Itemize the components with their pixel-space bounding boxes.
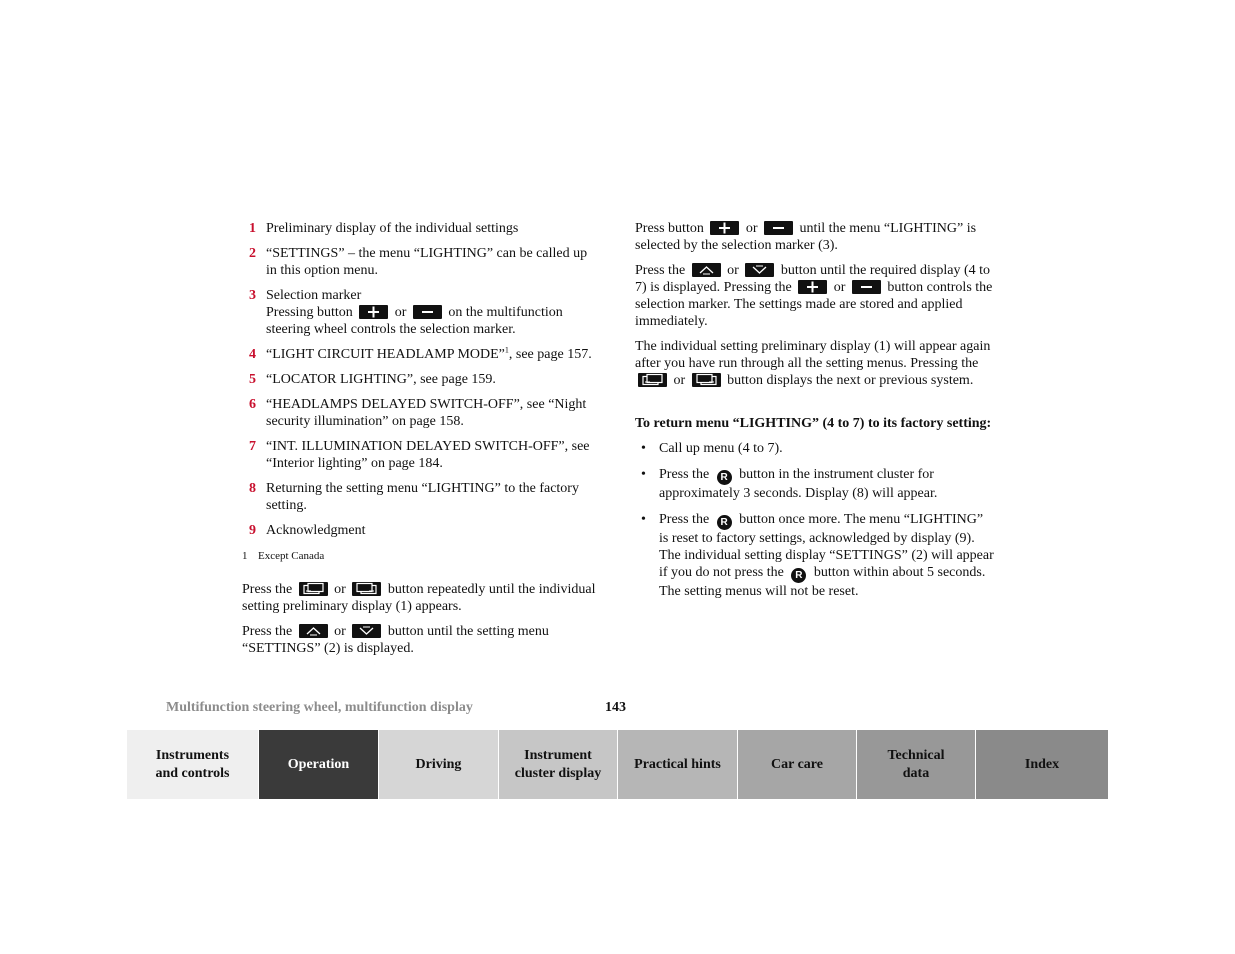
tab-instruments-and-controls[interactable]: [127, 730, 258, 799]
callout-item: [242, 245, 598, 279]
callout-number: 3: [249, 288, 256, 303]
bullet-icon: •: [641, 441, 646, 456]
instruction-paragraph: [242, 581, 598, 615]
callout-item: [242, 480, 598, 514]
reset-button-icon: R: [717, 470, 732, 485]
tab-label: Operation: [287, 756, 350, 772]
bullet-text-part: button once more. The menu “LIGHTING” is reset to factory settings, acknowledged by display (9).: [659, 512, 984, 546]
tab-instrument-cluster-display[interactable]: [499, 730, 617, 799]
bullet-text: Call up menu (4 to 7).: [659, 441, 783, 456]
tab-label: Driving: [415, 756, 462, 772]
callout-item: [242, 396, 598, 430]
minus-key-icon: [764, 221, 793, 235]
paragraph-text: The individual setting preliminary display (1) will appear again after you have run through all the setting menus. Pressing the: [635, 339, 991, 371]
callout-number: 9: [249, 523, 256, 538]
tab-label: Instrument: [524, 747, 592, 763]
system-forward-key-icon: [299, 582, 328, 596]
or-text: or: [673, 373, 686, 388]
bullet-text-part: Press the: [659, 467, 710, 482]
callout-number: 4: [249, 347, 256, 362]
page-number: 143: [605, 700, 626, 715]
plus-key-icon: [359, 305, 388, 319]
system-back-key-icon: [352, 582, 381, 596]
callout-text: [266, 346, 598, 363]
callout-text-part: Pressing button: [266, 305, 353, 320]
callout-text: “SETTINGS” – the menu “LIGHTING” can be called up in this option menu.: [266, 246, 588, 278]
callout-text: Returning the setting menu “LIGHTING” to the factory setting.: [266, 481, 579, 513]
bullet-list: [635, 440, 995, 600]
tab-label: and controls: [155, 765, 230, 781]
or-text: or: [727, 263, 739, 278]
or-text: or: [394, 305, 407, 320]
tab-label: Technical: [887, 747, 945, 763]
callout-item: [242, 346, 598, 363]
tab-driving[interactable]: [379, 730, 498, 799]
footnote-reference: 1: [504, 345, 509, 355]
instruction-paragraph: [242, 623, 598, 657]
paragraph-text: button until the setting menu “SETTINGS” (2) is displayed.: [242, 624, 549, 656]
bullet-text-part: The individual setting display “SETTINGS” (2) will appear if you do not press the: [659, 548, 994, 580]
callout-item: [242, 371, 598, 388]
callout-text: “HEADLAMPS DELAYED SWITCH-OFF”, see “Night security illumination” on page 158.: [266, 397, 587, 429]
callout-text-part: on the multifunction steering wheel controls the selection marker.: [266, 305, 563, 337]
bullet-item: [635, 440, 995, 457]
paragraph-text: Press the: [242, 624, 293, 639]
instruction-paragraph: [635, 262, 995, 330]
or-text: or: [833, 280, 846, 295]
right-column: [635, 220, 995, 609]
callout-item: [242, 438, 598, 472]
footnote-text: Except Canada: [258, 550, 325, 562]
plus-key-icon: [798, 280, 827, 294]
tab-label: Index: [1024, 756, 1060, 772]
callout-number: 2: [249, 246, 256, 261]
callout-text: Preliminary display of the individual settings: [266, 221, 519, 236]
tab-practical-hints[interactable]: [618, 730, 737, 799]
scroll-down-key-icon: [745, 263, 774, 277]
scroll-up-key-icon: [692, 263, 721, 277]
callout-item: [242, 522, 598, 539]
bullet-text-part: Press the: [659, 512, 710, 527]
bullet-text: [659, 466, 995, 502]
callout-number: 1: [249, 221, 256, 236]
bullet-text-part: button in the instrument cluster for approximately 3 seconds. Display (8) will appear.: [659, 467, 938, 501]
callout-text: Acknowledgment: [266, 523, 366, 538]
paragraph-text: Press button: [635, 221, 704, 236]
paragraph-text: button repeatedly until the individual setting preliminary display (1) appears.: [242, 582, 596, 614]
paragraph-text: button until the required display (4 to 7) is displayed. Pressing the: [635, 263, 991, 295]
callout-text: “INT. ILLUMINATION DELAYED SWITCH-OFF”, see “Interior lighting” on page 184.: [266, 439, 590, 471]
paragraph-text: Press the: [635, 263, 686, 278]
left-column: [242, 220, 598, 665]
tab-label: data: [902, 765, 930, 781]
or-text: or: [334, 582, 346, 597]
callout-number: 7: [249, 439, 256, 454]
callout-number: 6: [249, 397, 256, 412]
paragraph-text: button controls the selection marker. The settings made are stored and applied immediately.: [635, 280, 993, 329]
tab-label: Practical hints: [634, 756, 721, 772]
system-forward-key-icon: [638, 373, 667, 387]
callout-label: Selection marker: [266, 288, 362, 303]
reset-button-icon: R: [717, 515, 732, 530]
system-back-key-icon: [692, 373, 721, 387]
bullet-icon: •: [641, 467, 646, 482]
instruction-paragraph: [635, 338, 995, 389]
tab-label: Instruments: [155, 747, 230, 763]
minus-key-icon: [413, 305, 442, 319]
tab-operation[interactable]: [259, 730, 378, 799]
tab-car-care[interactable]: [738, 730, 856, 799]
minus-key-icon: [852, 280, 881, 294]
callout-item: [242, 220, 598, 237]
callout-text-part: “LIGHT CIRCUIT HEADLAMP MODE”: [266, 347, 505, 362]
paragraph-text: Press the: [242, 582, 293, 597]
tab-index[interactable]: [976, 730, 1108, 799]
callout-text-part: , see page 157.: [508, 347, 592, 362]
tab-label: cluster display: [514, 765, 602, 781]
callout-text: [266, 287, 598, 338]
or-text: or: [745, 221, 758, 236]
section-footer-title: Multifunction steering wheel, multifunction display: [166, 700, 473, 715]
bullet-icon: •: [641, 512, 646, 527]
bullet-item: [635, 466, 995, 502]
callout-number: 5: [249, 372, 256, 387]
tab-label: Car care: [771, 756, 823, 772]
plus-key-icon: [710, 221, 739, 235]
callout-number: 8: [249, 481, 256, 496]
paragraph-text: until the menu “LIGHTING” is selected by the selection marker (3).: [635, 221, 977, 253]
section-heading: To return menu “LIGHTING” (4 to 7) to its factory setting:: [635, 416, 992, 431]
callout-list: [242, 220, 598, 539]
bullet-text-part: button within about 5 seconds. The setting menus will not be reset.: [659, 565, 986, 599]
scroll-down-key-icon: [352, 624, 381, 638]
reset-button-icon: R: [791, 568, 806, 583]
or-text: or: [334, 624, 346, 639]
chapter-tabs: [127, 730, 1108, 799]
paragraph-text: button displays the next or previous system.: [727, 373, 974, 388]
bullet-text: [659, 511, 995, 600]
callout-item: [242, 287, 598, 338]
bullet-item: [635, 511, 995, 600]
footnote: [242, 549, 598, 563]
tab-technical-data[interactable]: [857, 730, 975, 799]
instruction-paragraph: [635, 220, 995, 254]
scroll-up-key-icon: [299, 624, 328, 638]
callout-text: “LOCATOR LIGHTING”, see page 159.: [266, 372, 496, 387]
footnote-mark: 1: [242, 550, 248, 562]
